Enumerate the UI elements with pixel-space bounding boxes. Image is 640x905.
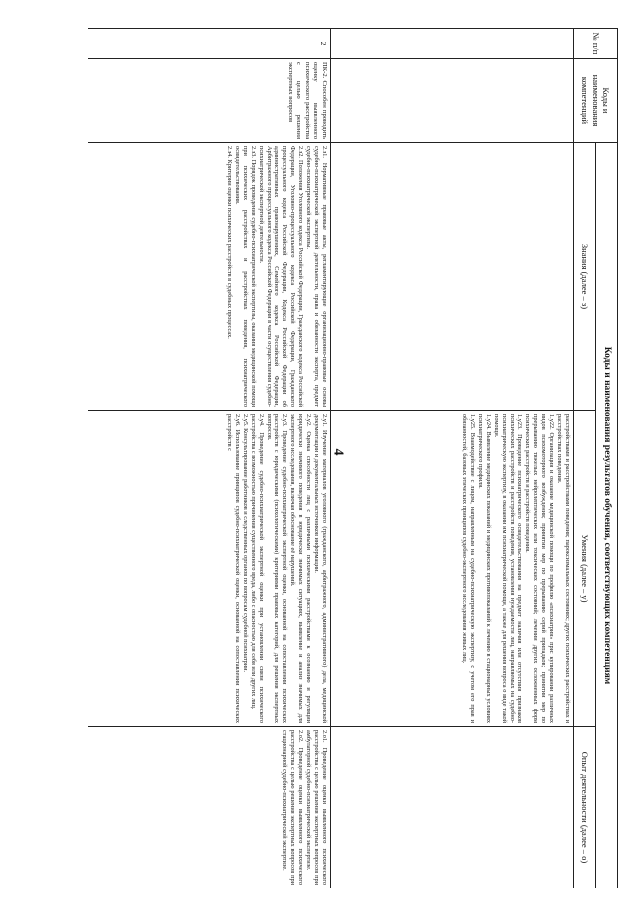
header-codes: Коды и наименования компетенций	[574, 59, 618, 143]
skill-item: 2.у6. Использование принципов судебно-психиатрической оценки, основанной на сопоставлении психических расстройств с	[225, 414, 241, 723]
skill-item: 2.у4. Проведение судебно-психиатрической экспертной оценки при установлении связи психического расстройства с возможностью причинения существенного вреда, либо с опасностью для себя или других лиц.	[249, 414, 265, 723]
knowledge-item: 2.з4. Критерии оценки психических расстройств в судебных процессах.	[225, 146, 233, 339]
experience-cell	[331, 727, 574, 889]
knowledge-item: 2.з3. Порядок проведения судебно-психиатрической экспертизы, оказания медицинской помощи при психических расстройствах и расстройствах поведения, психиатрического освидетельствования.	[233, 146, 257, 407]
row-num: 2	[88, 29, 331, 59]
table-row	[331, 29, 574, 889]
skill-item: 1.у24. Выявление медицинских показаний и медицинских противопоказаний к лечению в стационарных условиях психиатрического профиля.	[476, 414, 492, 723]
header-results: Коды и наименования результатов обучения, соответствующих компетенциям	[596, 143, 618, 889]
skill-item: 2.у5. Консультирование работников и следственных органов по вопросам судебной психиатрии.	[241, 414, 249, 673]
skill-item: 2.у3. Проведение судебно-психиатрической экспертной оценки, основанной на сопоставлении психических расстройств с юридическими (психологическими) критериями правовых категорий, для решения экспертных вопросов.	[265, 414, 289, 723]
knowledge-cell	[88, 143, 331, 411]
rotated-sheet	[88, 28, 618, 888]
competence-cell	[331, 59, 574, 143]
competence-table	[88, 28, 618, 888]
skills-cell	[88, 411, 331, 727]
knowledge-item: 2.з1. Нормативные правовые акты, регламентирующие организационно-правовые основы судебно-психиатрической экспертной деятельности, права и обязанности эксперта, предмет судебно-психиатрической экспертизы.	[305, 146, 328, 407]
skills-cell	[331, 411, 574, 727]
header-num: № п/п	[574, 29, 618, 59]
skill-item: 2.у2. Оценка способности лиц с различными психическими расстройствами к осознанию и регуляции юридически значимого поведения в юридически значимых ситуациях, выявление и анализ значимых для экспертного исследования, включая обоснование её нарушений.	[289, 414, 313, 723]
table-row	[88, 29, 331, 889]
page-number: 4	[330, 448, 346, 456]
skill-item: 1.у25. Взаимодействие с лицом, направленным на судебно-психиатрическую экспертизу, с учетом его прав и обязанностей, базовых этических принципов судебно-экспертного исследования живых лиц.	[461, 414, 476, 723]
competence-cell: ПК-2. Способен проводить оценку выявленного психического расстройства с целью решения экспертных вопросов	[88, 59, 331, 143]
header-skills: Умения (далее – у)	[574, 411, 596, 727]
skill-item: 1.у23. Проведение психиатрического освидетельствования на предмет наличия или отсутствия признаков психических расстройств и расстройств поведения, установления нуждаемости лиц, направляемых на судебно-психиатрическую экспертизу, в оказании им психиатрической помощи, а также для решения вопроса о виде такой помощи.	[492, 414, 524, 723]
skill-item: расстройствами и расстройствами поведения; пароксизмальных состояниях; других психических расстройствах и расстройствах поведения.	[556, 414, 571, 723]
table-wrapper	[88, 28, 618, 888]
row-num	[331, 29, 574, 59]
experience-item: 2.о1. Проведение оценки выявленного психического расстройства с целью решения экспертных вопросов при амбулаторной судебно-психиатрической экспертизе.	[305, 730, 328, 885]
skill-item: 1.у22. Организация и оказание медицинской помощи по профилю «психиатрия» при: купировании различных видов психомоторного возбуждения; принятии мер по прерыванию серий припадков; принятии мер по прерыванию тяжелых нейролептических или токсических состояний; лечении других осложненных форм психических расстройств и расстройств поведения.	[524, 414, 556, 723]
header-experience: Опыт деятельности (далее – о)	[574, 727, 596, 889]
header-knowledge: Знания (далее – з)	[574, 143, 596, 411]
experience-item: 2.о2. Проведение оценки выявленного психического расстройства с целью решения экспертных вопросов при стационарной судебно-психиатрической экспертизе.	[281, 730, 305, 885]
knowledge-item: 2.з2. Положения Уголовного кодекса Российской Федерации, Гражданского кодекса Российской Федерации, Уголовно-процессуального кодекса Российской Федерации, Гражданского процессуального кодекса Российской Федерации, Кодекса Российской Федерации об административных правонарушениях, Семейного кодекса Российской Федерации, Арбитражного процессуального кодекса Российской Федерации в части осуществления судебно-психиатрической экспертной деятельности.	[257, 146, 305, 407]
experience-cell	[88, 727, 331, 889]
skill-item: 2.у1. Изучение материалов уголовного (гражданского, арбитражного, административного) дела, медицинской документации и документальных источников информации.	[313, 414, 328, 723]
knowledge-cell	[331, 143, 574, 411]
